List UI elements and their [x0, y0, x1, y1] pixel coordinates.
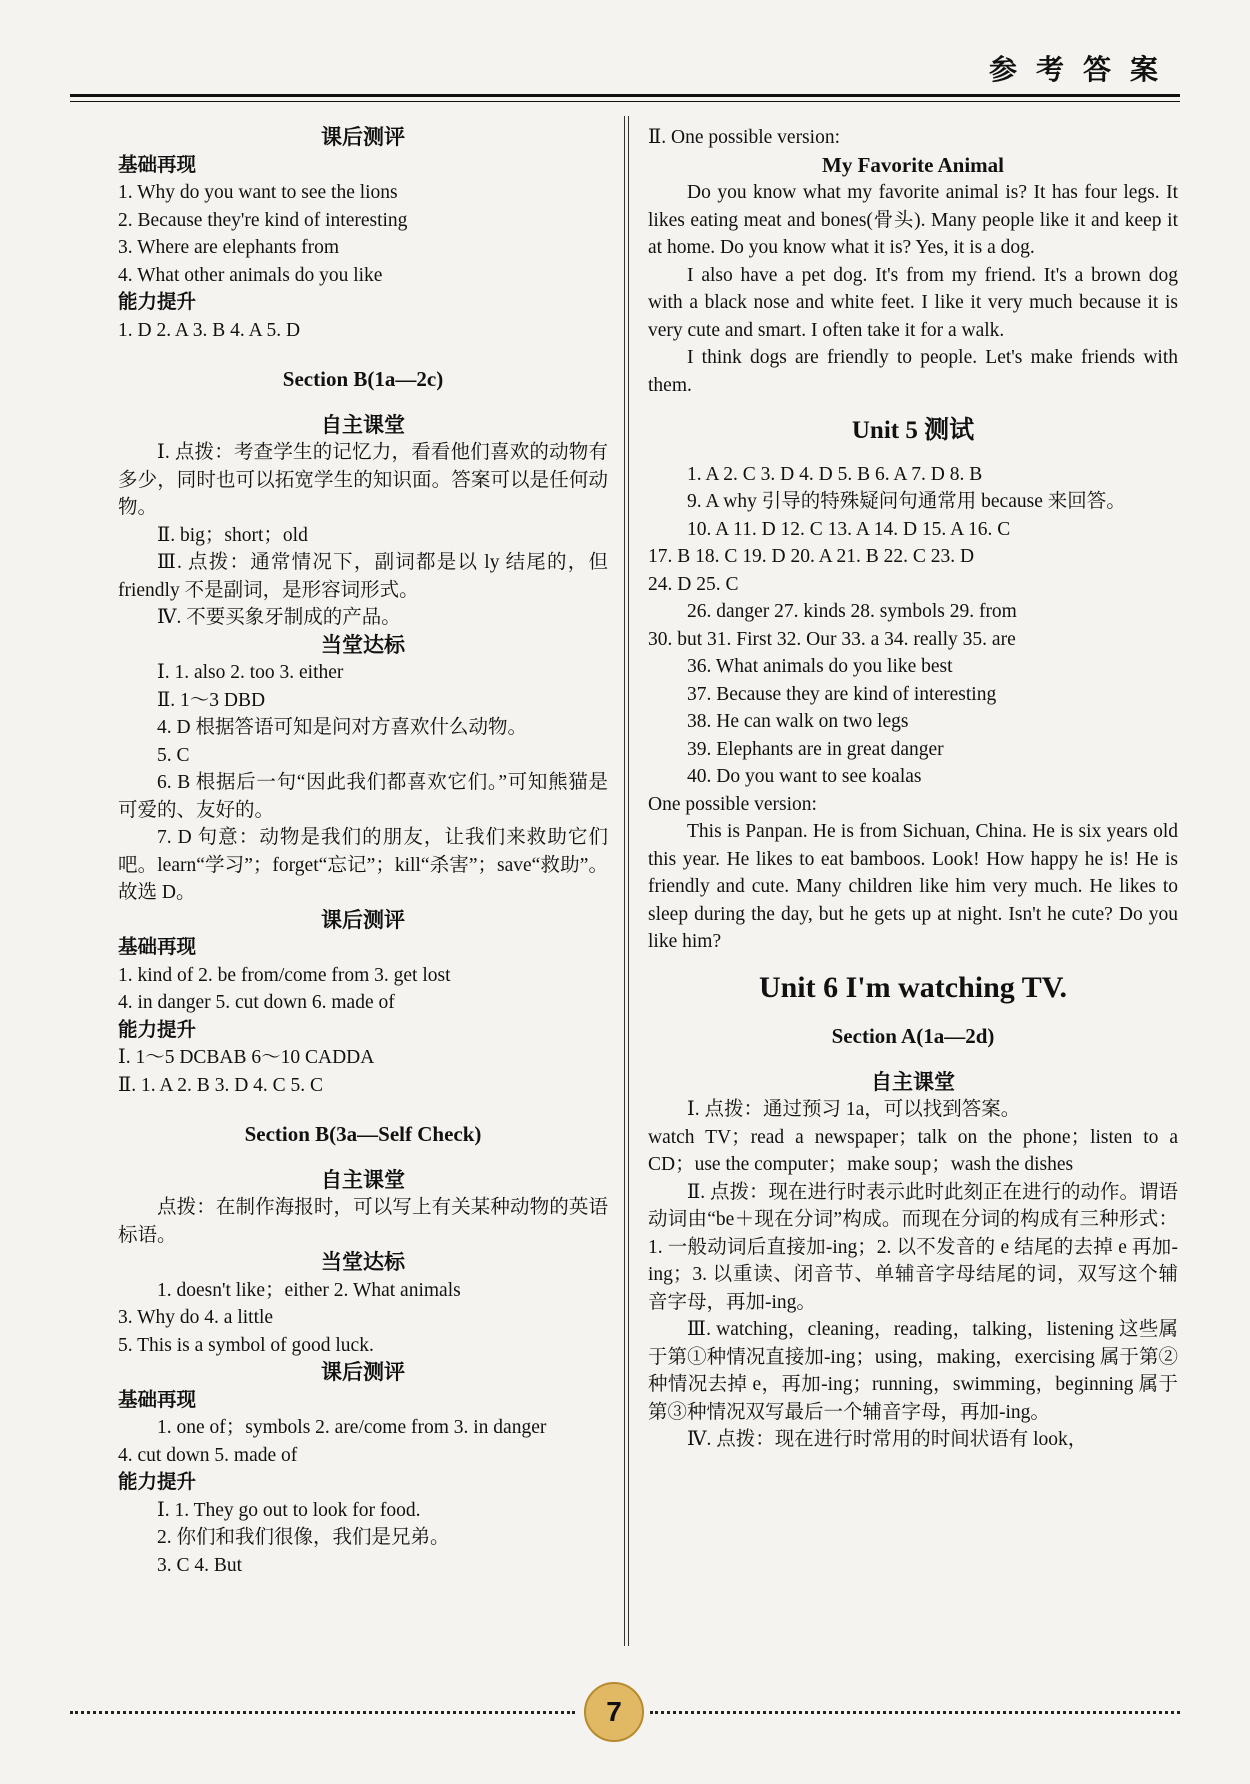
answer-line: 17. B 18. C 19. D 20. A 21. B 22. C 23. D [648, 546, 975, 567]
page-number: 7 [584, 1682, 644, 1742]
subheading: 能力提升 [118, 292, 197, 313]
header-rule [70, 101, 1180, 102]
heading: 自主课堂 [321, 412, 405, 437]
answer-line: 30. but 31. First 32. Our 33. a 34. really 35. are [648, 628, 1016, 650]
answer-paragraph: 2. 你们和我们很像，我们是兄弟。 [157, 1527, 450, 1548]
answer-line: 1. Why do you want to see the lions [118, 182, 398, 203]
answer-paragraph: 6. B 根据后一句“因此我们都喜欢它们。”可知熊猫是可爱的、友好的。 [118, 772, 608, 821]
subheading: 基础再现 [118, 154, 197, 176]
answer-paragraph: 1. A 2. C 3. D 4. D 5. B 6. A 7. D 8. B [687, 463, 983, 485]
heading: 自主课堂 [321, 1167, 405, 1192]
right-column [648, 124, 1178, 1454]
left-column [118, 124, 608, 1579]
footer-rule-left [70, 1711, 575, 1714]
answer-paragraph: Ⅰ. 点拨：通过预习 1a，可以找到答案。 [687, 1099, 1021, 1120]
unit-heading: Unit 5 测试 [851, 417, 975, 444]
answer-line: 3. Why do 4. a little [118, 1307, 274, 1328]
header-label: 参 考 答 案 [988, 55, 1164, 86]
answer-paragraph: 37. Because they are kind of interesting [687, 683, 997, 705]
answer-paragraph: I think dogs are friendly to people. Let's make friends with them. [648, 347, 1178, 396]
subheading: 能力提升 [118, 1019, 197, 1041]
answer-line: 1. D 2. A 3. B 4. A 5. D [118, 319, 301, 341]
answer-paragraph: This is Panpan. He is from Sichuan, China. He is six years old this year. He likes to eat bamboos. Look! How happy he is! He is friendly and cute. Many children like him very much. He likes to sleep during the day, but he gets up at night. Isn't he cute? Do you like him? [648, 821, 1178, 952]
answer-paragraph: 39. Elephants are in great danger [687, 738, 944, 760]
column-divider [624, 116, 625, 1646]
answer-line: 4. cut down 5. made of [118, 1444, 298, 1466]
page-header [70, 44, 1180, 97]
answer-line: 5. This is a symbol of good luck. [118, 1334, 374, 1356]
section-heading: Section B(1a—2c) [282, 367, 444, 391]
subheading: 能力提升 [118, 1472, 197, 1493]
answer-paragraph: 点拨：在制作海报时，可以写上有关某种动物的英语标语。 [118, 1197, 608, 1246]
answer-line: 3. Where are elephants from [118, 237, 340, 258]
answer-paragraph: Ⅱ. 点拨：现在进行时表示此时此刻正在进行的动作。谓语动词由“be＋现在分词”构成。而现在分词的构成有三种形式：1. 一般动词后直接加-ing；2. 以不发音的 e 结尾的去掉 e 再加-ing；3. 以重读、闭音节、单辅音字母结尾的词，双写这个辅音字母，再加-ing。 [648, 1181, 1179, 1313]
answer-line: 1. kind of 2. be from/come from 3. get lost [118, 964, 451, 986]
answer-paragraph: 40. Do you want to see koalas [687, 766, 922, 787]
section-heading: Section B(3a—Self Check) [244, 1122, 482, 1146]
answer-paragraph: Ⅱ. 1～3 DBD [157, 689, 266, 711]
answer-paragraph: 38. He can walk on two legs [687, 711, 909, 732]
answer-paragraph: 9. A why 引导的特殊疑问句通常用 because 来回答。 [687, 491, 1126, 512]
unit-heading: Unit 6 I'm watching TV. [758, 970, 1068, 1004]
answer-paragraph: Ⅲ. watching，cleaning，reading，talking，listening 这些属于第①种情况直接加-ing；using，making，exercising 属于第②种情况去掉 e，再加-ing；running，swimming，beginning 属于第③种情况双写最后一个辅音字母，再加-ing。 [648, 1319, 1178, 1423]
heading: 课后测评 [321, 907, 405, 932]
answer-paragraph: Ⅰ. 点拨：考查学生的记忆力，看看他们喜欢的动物有多少，同时也可以拓宽学生的知识面。答案可以是任何动物。 [118, 442, 608, 518]
answer-paragraph: 26. danger 27. kinds 28. symbols 29. from [687, 601, 1017, 622]
answer-paragraph: 36. What animals do you like best [687, 656, 953, 677]
answer-paragraph: Ⅳ. 点拨：现在进行时常用的时间状语有 look， [687, 1429, 1088, 1450]
answer-paragraph: 10. A 11. D 12. C 13. A 14. D 15. A 16. C [687, 518, 1011, 540]
answer-paragraph: 3. C 4. But [157, 1554, 243, 1576]
subheading: 基础再现 [118, 937, 197, 958]
heading: 课后测评 [321, 125, 405, 149]
answer-line: Ⅱ. One possible version: [648, 127, 840, 148]
answer-line: 2. Because they're kind of interesting [118, 209, 408, 231]
heading: 课后测评 [321, 1360, 405, 1384]
answer-paragraph: 7. D 句意：动物是我们的朋友，让我们来救助它们吧。learn“学习”；forget“忘记”；kill“杀害”；save“救助”。故选 D。 [118, 827, 608, 903]
column-divider [628, 116, 629, 1646]
answer-paragraph: Ⅱ. big；short；old [157, 524, 308, 546]
footer-rule-right [650, 1711, 1180, 1714]
heading: 自主课堂 [871, 1069, 955, 1094]
answer-paragraph: 1. doesn't like；either 2. What animals [157, 1279, 461, 1301]
answer-paragraph: 4. D 根据答语可知是问对方喜欢什么动物。 [157, 717, 527, 738]
answer-line: 4. in danger 5. cut down 6. made of [118, 992, 395, 1013]
answer-line: Ⅱ. 1. A 2. B 3. D 4. C 5. C [118, 1074, 324, 1096]
answer-paragraph: 1. one of；symbols 2. are/come from 3. in danger [157, 1417, 547, 1438]
heading: My Favorite Animal [822, 152, 1004, 177]
answer-paragraph: Do you know what my favorite animal is? It has four legs. It likes eating meat and bones(骨头). Many people like it and keep it at home. Do you know what it is? Yes, it is a dog. [648, 182, 1178, 258]
heading: 当堂达标 [321, 1250, 405, 1274]
answer-paragraph: Ⅰ. 1. They go out to look for food. [157, 1499, 421, 1521]
answer-line: Ⅰ. 1～5 DCBAB 6～10 CADDA [118, 1047, 375, 1068]
answer-line: watch TV；read a newspaper；talk on the phone；listen to a CD；use the computer；make soup；wash the dishes [648, 1126, 1178, 1175]
heading: 当堂达标 [321, 632, 405, 657]
answer-line: 4. What other animals do you like [118, 264, 383, 286]
answer-paragraph: Ⅳ. 不要买象牙制成的产品。 [157, 607, 401, 628]
answer-paragraph: Ⅲ. 点拨：通常情况下，副词都是以 ly 结尾的，但 friendly 不是副词，是形容词形式。 [118, 552, 608, 601]
answer-paragraph: 5. C [157, 744, 190, 766]
answer-paragraph: Ⅰ. 1. also 2. too 3. either [157, 662, 344, 683]
subheading: 基础再现 [118, 1389, 197, 1411]
answer-line: 24. D 25. C [648, 573, 739, 595]
section-heading: Section A(1a—2d) [831, 1024, 995, 1048]
answer-line: One possible version: [648, 793, 817, 815]
answer-paragraph: I also have a pet dog. It's from my friend. It's a brown dog with a black nose and white feet. I like it very much because it is very cute and smart. I often take it for a walk. [648, 264, 1178, 341]
